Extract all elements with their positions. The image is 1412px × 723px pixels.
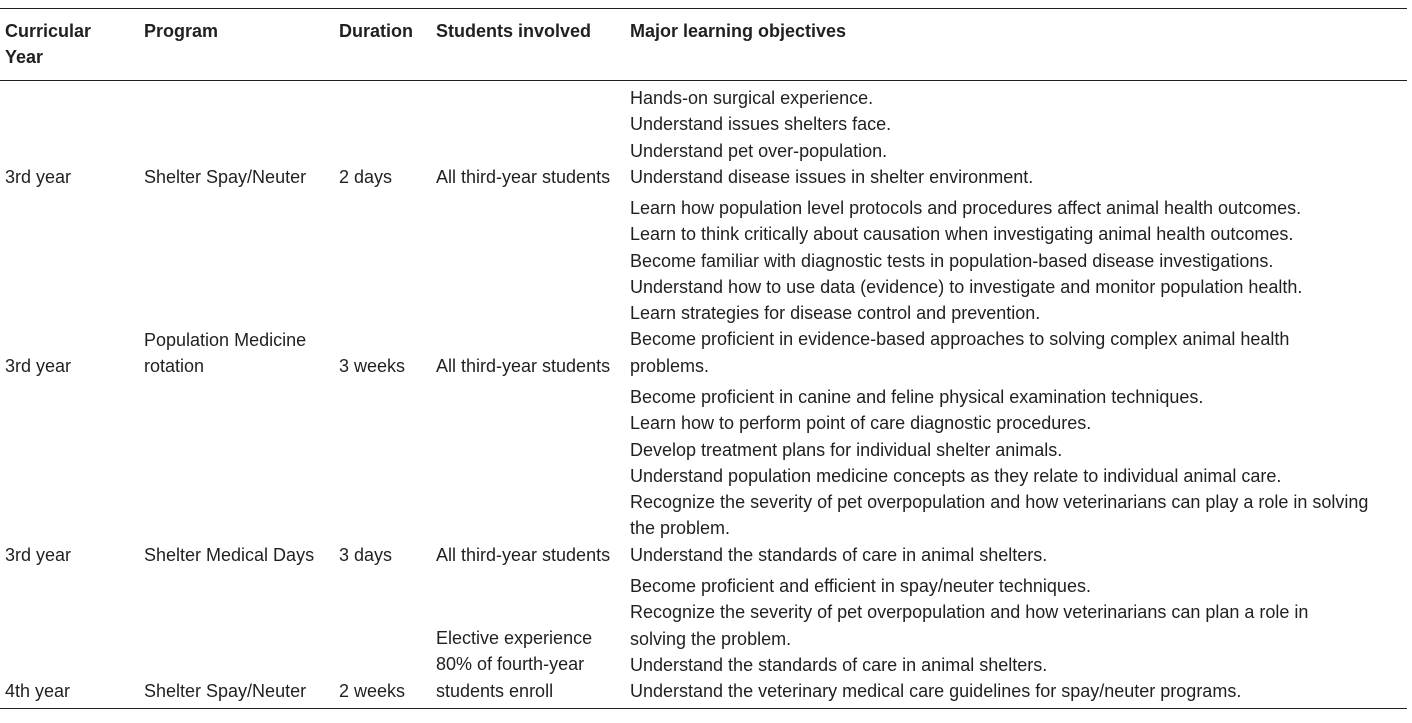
table-row-2-students: All third-year students xyxy=(436,356,611,376)
objective-item: Understand disease issues in shelter environment. xyxy=(630,166,1034,187)
table-row-2-objectives xyxy=(630,195,1302,379)
objective-item: Understand issues shelters face. xyxy=(630,114,892,135)
table-row-3-objectives xyxy=(630,384,1368,568)
objective-item: Learn how population level protocols and procedures affect animal health outcomes. xyxy=(630,198,1302,218)
table-row-4-year: 4th year xyxy=(5,681,71,701)
objective-item: Recognize the severity of pet overpopulation and how veterinarians can plan a role in xyxy=(630,602,1309,623)
objective-item: Understand how to use data (evidence) to investigate and monitor population health. xyxy=(630,276,1303,297)
objective-item: Become proficient in evidence-based approaches to solving complex animal health xyxy=(630,329,1290,350)
table-row-4-students: Elective experience 80% of fourth-year students enroll xyxy=(436,628,593,701)
objective-item: Become proficient in canine and feline physical examination techniques. xyxy=(630,387,1204,407)
header-learning-objectives: Major learning objectives xyxy=(630,21,847,41)
objective-item: Learn to think critically about causation when investigating animal health outcomes. xyxy=(630,224,1294,245)
objective-item: Understand the standards of care in animal shelters. xyxy=(630,544,1048,565)
table-row-2-year: 3rd year xyxy=(5,356,72,376)
header-program: Program xyxy=(144,21,219,41)
objective-item: the problem. xyxy=(630,518,731,539)
table-row-1-year: 3rd year xyxy=(5,167,72,187)
objective-item: Become familiar with diagnostic tests in population-based disease investigations. xyxy=(630,250,1274,271)
objective-item: Understand population medicine concepts as they relate to individual animal care. xyxy=(630,465,1282,486)
objective-item: Understand the standards of care in animal shelters. xyxy=(630,654,1048,675)
table-row-1-objectives xyxy=(630,85,1033,190)
table-row-3-students: All third-year students xyxy=(436,545,611,565)
header-duration: Duration xyxy=(339,21,413,41)
table-top-rule xyxy=(0,8,1407,9)
table-bottom-rule xyxy=(0,708,1407,709)
table-row-4-duration: 2 weeks xyxy=(339,681,406,701)
header-rule xyxy=(0,80,1407,81)
objective-item: solving the problem. xyxy=(630,628,792,649)
table-row-4-program: Shelter Spay/Neuter xyxy=(144,681,307,701)
objective-item: Become proficient and efficient in spay/neuter techniques. xyxy=(630,576,1091,596)
objective-item: Recognize the severity of pet overpopulation and how veterinarians can play a role in solving xyxy=(630,492,1369,513)
table-row-1-students: All third-year students xyxy=(436,167,611,187)
header-students-involved: Students involved xyxy=(436,21,592,41)
table-row-3-program: Shelter Medical Days xyxy=(144,545,315,565)
objective-item: Learn how to perform point of care diagnostic procedures. xyxy=(630,413,1092,434)
objective-item: Understand the veterinary medical care guidelines for spay/neuter programs. xyxy=(630,681,1242,702)
objective-item: Understand pet over-population. xyxy=(630,140,888,161)
table-row-1-duration: 2 days xyxy=(339,167,393,187)
table-row-3-year: 3rd year xyxy=(5,545,72,565)
objective-item: Develop treatment plans for individual shelter animals. xyxy=(630,439,1063,460)
objective-item: Learn strategies for disease control and prevention. xyxy=(630,303,1041,324)
table-row-3-duration: 3 days xyxy=(339,545,393,565)
header-curricular-year: Curricular Year xyxy=(5,21,92,68)
table-row-2-program: Population Medicine rotation xyxy=(144,330,307,377)
table-row-1-program: Shelter Spay/Neuter xyxy=(144,167,307,187)
table-row-4-objectives xyxy=(630,573,1308,704)
table-row-2-duration: 3 weeks xyxy=(339,356,406,376)
objective-item: Hands-on surgical experience. xyxy=(630,88,874,108)
objective-item: problems. xyxy=(630,355,710,376)
